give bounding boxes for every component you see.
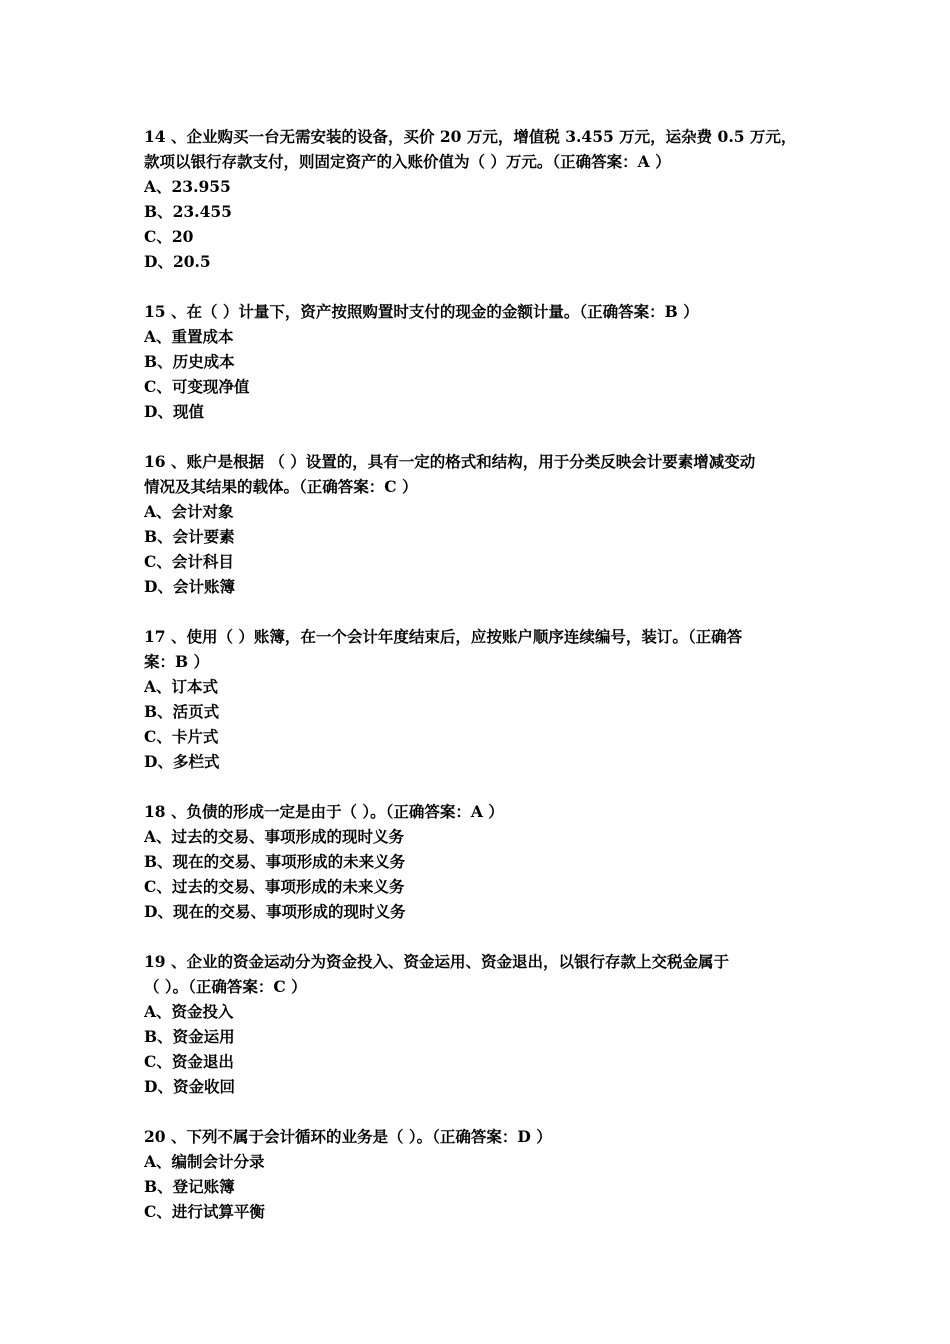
- option-b: B、会计要素: [144, 527, 235, 546]
- option-b: B、活页式: [144, 702, 220, 721]
- question-stem: 17 、使用（ ）账簿，在一个会计年度结束后，应按账户顺序连续编号，装订。（正确答: [144, 627, 743, 646]
- option-c: C、过去的交易、事项形成的未来义务: [144, 877, 405, 896]
- question-stem: 20 、下列不属于会计循环的业务是（ ）。（正确答案：D ）: [144, 1127, 552, 1146]
- question-18: [144, 799, 810, 924]
- option-a: A、重置成本: [144, 327, 234, 346]
- option-c: C、资金退出: [144, 1052, 234, 1071]
- option-c: C、20: [144, 227, 194, 246]
- question-stem: （ ）。（正确答案：C ）: [144, 977, 307, 996]
- question-19: [144, 949, 810, 1099]
- option-b: B、23.455: [144, 202, 232, 221]
- option-a: A、过去的交易、事项形成的现时义务: [144, 827, 405, 846]
- question-stem: 16 、账户是根据 （ ）设置的，具有一定的格式和结构，用于分类反映会计要素增减变动: [144, 452, 756, 471]
- option-c: C、卡片式: [144, 727, 219, 746]
- question-stem: 19 、企业的资金运动分为资金投入、资金运用、资金退出，以银行存款上交税金属于: [144, 952, 729, 971]
- option-b: B、现在的交易、事项形成的未来义务: [144, 852, 406, 871]
- question-list: [144, 124, 810, 1249]
- question-stem: 15 、在（ ）计量下，资产按照购置时支付的现金的金额计量。（正确答案：B ）: [144, 302, 699, 321]
- question-14: [144, 124, 810, 274]
- option-d: D、20.5: [144, 252, 211, 271]
- option-a: A、订本式: [144, 677, 219, 696]
- option-a: A、23.955: [144, 177, 231, 196]
- option-b: B、历史成本: [144, 352, 235, 371]
- question-stem: 情况及其结果的载体。（正确答案：C ）: [144, 477, 418, 496]
- question-16: [144, 449, 810, 599]
- option-d: D、现值: [144, 402, 204, 421]
- option-c: C、进行试算平衡: [144, 1202, 265, 1221]
- option-d: D、多栏式: [144, 752, 220, 771]
- question-stem: 案：B ）: [144, 652, 209, 671]
- question-stem: 款项以银行存款支付，则固定资产的入账价值为（ ）万元。（正确答案：A ）: [144, 152, 671, 171]
- option-d: D、资金收回: [144, 1077, 235, 1096]
- option-d: D、现在的交易、事项形成的现时义务: [144, 902, 406, 921]
- question-stem: 18 、负债的形成一定是由于（ ）。（正确答案：A ）: [144, 802, 504, 821]
- question-stem: 14 、企业购买一台无需安装的设备，买价 20 万元，增值税 3.455 万元，运杂费 0.5 万元，: [144, 127, 797, 146]
- option-b: B、资金运用: [144, 1027, 235, 1046]
- question-15: [144, 299, 810, 424]
- option-d: D、会计账簿: [144, 577, 235, 596]
- option-b: B、登记账簿: [144, 1177, 235, 1196]
- option-a: A、会计对象: [144, 502, 234, 521]
- option-a: A、资金投入: [144, 1002, 234, 1021]
- option-a: A、编制会计分录: [144, 1152, 265, 1171]
- question-17: [144, 624, 810, 774]
- option-c: C、可变现净值: [144, 377, 250, 396]
- question-20: [144, 1124, 810, 1224]
- option-c: C、会计科目: [144, 552, 234, 571]
